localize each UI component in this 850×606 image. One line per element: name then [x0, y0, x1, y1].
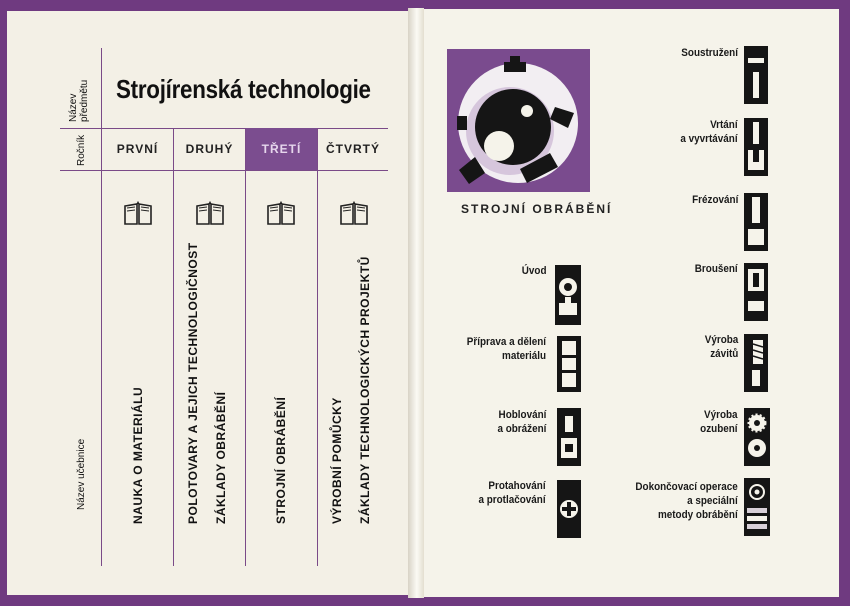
- drilling-icon: [744, 118, 768, 176]
- op-label-brouseni: Broušení: [695, 263, 738, 275]
- op-label-vrtani: Vrtání a vyvrtávání: [680, 119, 738, 145]
- textbook-polotovary: POLOTOVARY A JEJICH TECHNOLOGIČNOST: [186, 242, 200, 524]
- machining-emblem: [447, 49, 590, 192]
- op-label-zavity: Výroba závitů: [704, 334, 738, 360]
- book-gutter: [408, 8, 424, 598]
- op-label-soustruzeni: Soustružení: [681, 47, 738, 59]
- section-title: STROJNÍ OBRÁBĚNÍ: [461, 202, 613, 216]
- gear-cutting-icon: [744, 408, 770, 466]
- op-label-priprava: Příprava a dělení materiálu: [466, 336, 546, 362]
- subject-title: Strojírenská technologie: [116, 74, 371, 104]
- grade-fourth: ČTVRTÝ: [326, 142, 380, 156]
- grade-first: PRVNÍ: [116, 142, 159, 156]
- textbook-label: Název učebnice: [76, 438, 87, 510]
- subject-label: Název předmětu: [68, 79, 90, 122]
- op-label-hoblovani: Hoblování a obrážení: [497, 409, 546, 435]
- op-label-frezovani: Frézování: [691, 194, 738, 206]
- op-label-protahovani: Protahování a protlačování: [478, 480, 546, 506]
- turning-icon: [744, 46, 768, 104]
- textbook-zaklady-projektu: ZÁKLADY TECHNOLOGICKÝCH PROJEKTŮ: [358, 256, 372, 524]
- textbook-vyrobni-pomucky: VÝROBNÍ POMŮCKY: [330, 397, 344, 524]
- table-divider: [173, 128, 174, 566]
- grade-third-highlighted: TŘETÍ: [246, 128, 317, 170]
- textbook-zaklady-obrabeni: ZÁKLADY OBRÁBĚNÍ: [214, 391, 228, 524]
- open-book-icon: [195, 200, 225, 226]
- intro-icon: [555, 265, 581, 325]
- table-divider: [60, 170, 388, 171]
- textbook-strojni-obrabeni: STROJNÍ OBRÁBĚNÍ: [274, 396, 288, 524]
- table-divider: [101, 48, 102, 566]
- op-label-uvod: Úvod: [521, 265, 546, 277]
- grade-label: Ročník: [76, 134, 87, 166]
- material-preparation-icon: [557, 336, 581, 392]
- finishing-icon: [744, 478, 770, 536]
- grade-second: DRUHÝ: [185, 142, 234, 156]
- milling-icon: [744, 193, 768, 251]
- broaching-icon: [557, 480, 581, 538]
- planing-icon: [557, 408, 581, 466]
- op-label-ozubeni: Výroba ozubení: [700, 409, 738, 435]
- threading-icon: [744, 334, 768, 392]
- grinding-icon: [744, 263, 768, 321]
- open-book-icon: [339, 200, 369, 226]
- lathe-chuck-icon: [447, 49, 590, 192]
- textbook-nauka-o-materialu: NAUKA O MATERIÁLU: [131, 386, 145, 524]
- table-divider: [317, 128, 318, 566]
- table-divider: [245, 128, 246, 566]
- open-book-icon: [266, 200, 296, 226]
- open-book-icon: [123, 200, 153, 226]
- op-label-dokoncovaci: Dokončovací operace a speciální metody obrábění: [635, 481, 738, 521]
